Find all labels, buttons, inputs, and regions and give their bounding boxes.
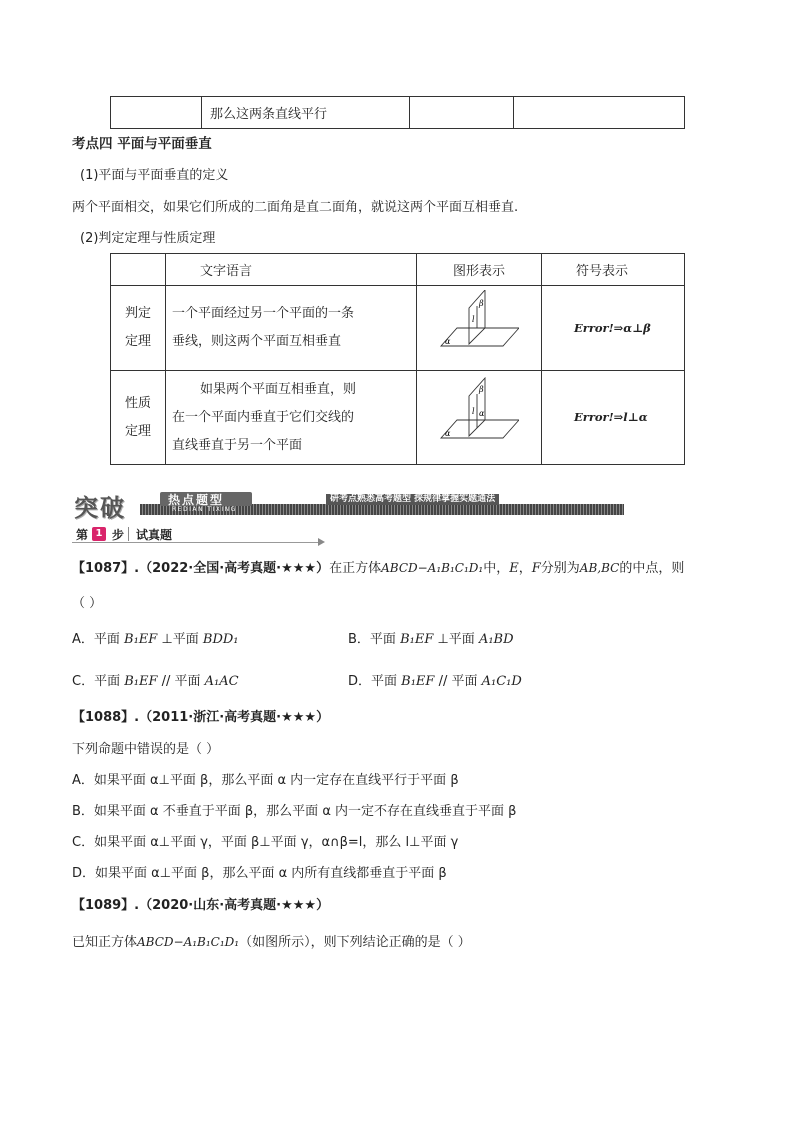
option-a[interactable]: A．如果平面 α⊥平面 β，那么平面 α 内一定存在直线平行于平面 β xyxy=(72,773,459,788)
header-symbol: 符号表示 xyxy=(542,254,685,286)
row-name-line: 判定 xyxy=(124,306,151,321)
stem-text: 已知正方体 xyxy=(72,935,138,950)
row-text-property xyxy=(166,371,417,465)
top-table-cell-text: 那么这两条直线平行 xyxy=(202,97,410,129)
l-label: l xyxy=(472,406,475,416)
row-name-property xyxy=(111,371,166,465)
option-a[interactable] xyxy=(72,630,239,650)
row-text-line: 一个平面经过另一个平面的一条 xyxy=(172,306,355,321)
row-name-line: 定理 xyxy=(124,423,151,439)
beta-label: β xyxy=(479,299,484,308)
beta-label: β xyxy=(479,384,484,394)
perpendicular-planes-figure xyxy=(439,376,519,456)
row-name-judgement xyxy=(111,286,166,371)
perpendicular-planes-figure xyxy=(439,290,519,362)
stem-text: 分别为 xyxy=(540,561,580,576)
math-point-e: E xyxy=(509,561,519,576)
alpha-label: α xyxy=(445,337,451,346)
subheading-theorems: (2)判定定理与性质定理 xyxy=(80,231,216,246)
top-table xyxy=(110,96,685,129)
math-plane: BDD₁ xyxy=(202,632,239,647)
stem-text: ， xyxy=(518,561,532,576)
math-plane: B₁EF xyxy=(124,674,158,689)
top-table-cell-empty xyxy=(514,97,685,129)
question-1087-stem xyxy=(72,558,684,579)
row-text-line: 在一个平面内垂直于它们交线的 xyxy=(172,409,355,425)
alpha-label: α xyxy=(479,408,485,418)
symbol-expression: Error!⇒α⊥β xyxy=(574,320,651,335)
option-text: // 平面 xyxy=(434,674,482,689)
banner-big-title: 突破 xyxy=(74,493,126,522)
stem-text: 中， xyxy=(483,561,510,576)
step-bar xyxy=(72,526,328,544)
option-text: B．平面 xyxy=(348,632,401,647)
math-cube: ABCD−A₁B₁C₁D₁ xyxy=(381,561,484,575)
step-suffix: 步 xyxy=(112,528,125,542)
step-title: 试真题 xyxy=(136,528,173,542)
banner-hot-title: 热点题型 xyxy=(168,493,225,507)
option-text: // 平面 xyxy=(157,674,205,689)
option-text: ⊥平面 xyxy=(157,632,203,647)
math-plane: A₁AC xyxy=(204,674,239,689)
math-plane: B₁EF xyxy=(124,632,158,647)
header-figure: 图形表示 xyxy=(417,254,542,286)
step-divider xyxy=(128,527,129,541)
step-prefix: 第 xyxy=(76,528,89,542)
math-segments: AB,BC xyxy=(579,561,620,575)
option-d[interactable] xyxy=(348,672,522,692)
definition-text: 两个平面相交，如果它们所成的二面角是直二面角，就说这两个平面互相垂直. xyxy=(72,200,519,215)
step-arrow-icon xyxy=(318,538,325,546)
question-header: 【1087】.（2022·全国·高考真题·★★★） xyxy=(72,561,330,576)
option-text: ⊥平面 xyxy=(433,632,479,647)
math-plane: B₁EF xyxy=(400,632,434,647)
row-symbol-property xyxy=(542,371,685,465)
row-name-line: 性质 xyxy=(124,395,151,411)
math-point-f: F xyxy=(531,561,541,576)
row-name-line: 定理 xyxy=(124,334,151,349)
section-title: 考点四 平面与平面垂直 xyxy=(72,136,212,152)
alpha-label: α xyxy=(445,428,451,438)
option-b[interactable] xyxy=(348,630,514,650)
top-table-cell-empty xyxy=(111,97,202,129)
question-1089-stem xyxy=(72,932,471,953)
hot-topic-banner xyxy=(72,492,624,522)
row-text-line: 直线垂直于另一个平面 xyxy=(172,437,303,453)
top-table-cell-empty xyxy=(410,97,514,129)
question-1089-header: 【1089】.（2020·山东·高考真题·★★★） xyxy=(72,898,330,913)
step-underline xyxy=(72,542,322,543)
theorem-table xyxy=(110,253,685,465)
row-figure-judgement xyxy=(417,286,542,371)
option-b[interactable]: B．如果平面 α 不垂直于平面 β，那么平面 α 内一定不存在直线垂直于平面 β xyxy=(72,804,517,819)
option-text: C．平面 xyxy=(72,674,125,689)
option-text: D．平面 xyxy=(348,674,402,689)
row-figure-property xyxy=(417,371,542,465)
banner-pinyin: REDIAN TIXING xyxy=(172,506,237,513)
option-d[interactable]: D．如果平面 α⊥平面 β，那么平面 α 内所有直线都垂直于平面 β xyxy=(72,866,447,881)
stem-text: 的中点，则 xyxy=(619,561,685,576)
l-label: l xyxy=(472,315,475,324)
stem-text: 在正方体 xyxy=(329,561,382,576)
math-cube: ABCD−A₁B₁C₁D₁ xyxy=(137,935,240,949)
subheading-definition: (1)平面与平面垂直的定义 xyxy=(80,168,229,183)
math-plane: A₁C₁D xyxy=(481,674,522,689)
math-plane: A₁BD xyxy=(478,632,514,647)
row-text-line: 如果两个平面互相垂直，则 xyxy=(200,381,357,397)
answer-paren: （ ） xyxy=(72,596,103,611)
banner-slogan: 研考点熟悉高考题型 探规律掌握实题通法 xyxy=(326,494,499,505)
theorem-table-corner xyxy=(111,254,166,286)
row-text-judgement xyxy=(166,286,417,371)
row-symbol-judgement xyxy=(542,286,685,371)
option-text: A．平面 xyxy=(72,632,125,647)
step-number-badge: 1 xyxy=(92,527,106,541)
symbol-expression: Error!⇒l⊥α xyxy=(574,410,648,424)
question-1088-stem: 下列命题中错误的是（ ） xyxy=(72,742,220,757)
math-plane: B₁EF xyxy=(401,674,435,689)
row-text-line: 垂线，则这两个平面互相垂直 xyxy=(172,334,342,349)
stem-text: （如图所示），则下列结论正确的是（ ） xyxy=(239,935,471,950)
option-c[interactable] xyxy=(72,672,239,692)
question-1088-header: 【1088】.（2011·浙江·高考真题·★★★） xyxy=(72,710,330,725)
option-c[interactable]: C．如果平面 α⊥平面 γ，平面 β⊥平面 γ，α∩β=l，那么 l⊥平面 γ xyxy=(72,835,459,850)
header-text: 文字语言 xyxy=(166,254,417,286)
